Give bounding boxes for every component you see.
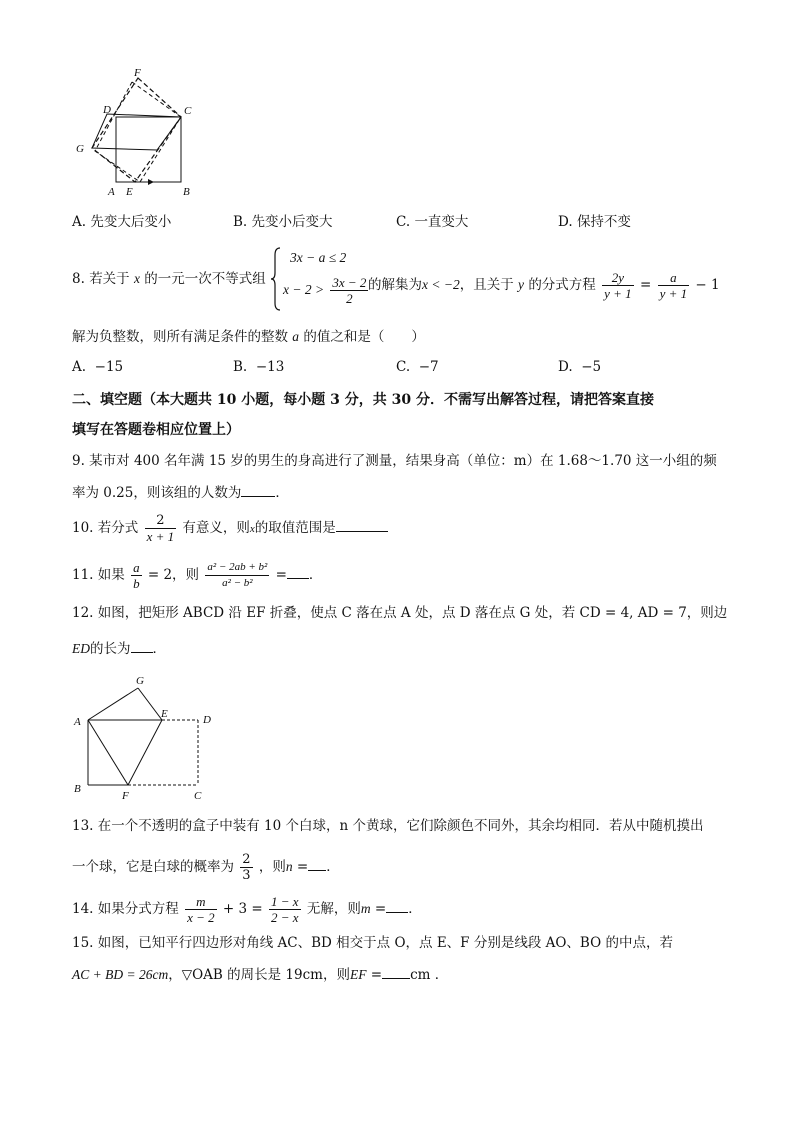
label-B: B <box>183 186 190 198</box>
q8-equation-right-fraction: $\frac{a}{y + 1}$ <box>659 270 688 301</box>
label-C: C <box>184 105 192 117</box>
q8-inequality-2: x − 2 > $\frac{3x - 2}{2}$ <box>283 275 367 306</box>
q8-option-c: C. −7 <box>396 359 439 375</box>
label-D: D <box>103 104 111 116</box>
segment-ef <box>128 720 162 785</box>
q7-option-b: B. 先变小后变大 <box>233 214 333 230</box>
q13-fraction: $\frac{2}{3}$ <box>242 852 251 883</box>
segment-af <box>88 720 128 785</box>
label-E: E <box>161 708 168 720</box>
q7-option-d: D. 保持不变 <box>558 214 631 230</box>
q15-line1: 15. 如图，已知平行四边形对角线 AC、BD 相交于点 O，点 E、F 分别是线段 AO、BO 的中点，若 <box>72 935 673 951</box>
label-G: G <box>76 143 84 155</box>
rotated-square-dashed-outer <box>92 78 181 182</box>
label-C: C <box>194 790 202 802</box>
q14-line: 14. 如果分式方程 $\frac{m}{x - 2}$ + 3 = $\frac{1 - x}{2 - x}$ 无解，则m = ． <box>72 894 422 925</box>
q9-line1: 9. 某市对 400 名年满 15 岁的男生的身高进行了测量，结果身高（单位：m）在 1.68～1.70 这一小组的频 <box>72 453 717 469</box>
label-F: F <box>134 67 141 79</box>
q7-option-a: A. 先变大后变小 <box>72 214 172 230</box>
q12-answer-blank[interactable] <box>131 638 153 653</box>
q13-line1: 13. 在一个不透明的盒子中装有 10 个白球，n 个黄球，它们除颜色不同外，其余均相同．若从中随机摸出 <box>72 818 704 834</box>
label-B: B <box>74 783 81 795</box>
q9-answer-blank[interactable] <box>241 482 275 497</box>
q13-answer-blank[interactable] <box>308 856 326 871</box>
figure-q12-fold-diagram <box>70 670 230 805</box>
q8-line2: 解为负整数，则所有满足条件的整数 a 的值之和是（ ） <box>72 329 425 345</box>
label-G: G <box>136 675 144 687</box>
label-A: A <box>108 186 115 198</box>
q8-option-d: D. −5 <box>558 359 602 375</box>
q8-option-b: B. −13 <box>233 359 285 375</box>
q14-answer-blank[interactable] <box>386 898 408 913</box>
label-E: E <box>126 186 133 198</box>
q8-equation-left-fraction: $\frac{2y}{y + 1}$ <box>604 270 632 301</box>
section2-heading-line1: 二、填空题（本大题共 10 小题，每小题 3 分，共 30 分．不需写出解答过程，请把答案直接 <box>72 392 654 408</box>
q7-option-c: C. 一直变大 <box>396 214 469 230</box>
q14-fraction-right: $\frac{1 - x}{2 - x}$ <box>271 894 299 925</box>
label-F: F <box>122 790 129 802</box>
arrow-head-icon <box>148 179 154 185</box>
q11-fraction-expression: $\frac{\text{a² − 2ab + b²}}{\text{a² − b²}}$ <box>207 561 268 589</box>
q15-answer-blank[interactable] <box>382 964 410 979</box>
segment-ag <box>88 688 138 720</box>
q13-line2: 一个球，它是白球的概率为 $\frac{2}{3}$ ，则n = ． <box>72 852 340 883</box>
q12-line1: 12. 如图，把矩形 ABCD 沿 EF 折叠，使点 C 落在点 A 处，点 D 落在点 G 处，若 CD = 4, AD = 7，则边 <box>72 605 728 621</box>
figure-q7-square-diagram <box>70 66 210 201</box>
q12-line2: ED的长为 ． <box>72 638 166 658</box>
q10-line: 10. 若分式 $\frac{2}{x + 1}$ 有意义，则x的取值范围是 <box>72 513 388 544</box>
q9-line2: 率为 0.25，则该组的人数为 ． <box>72 482 289 502</box>
label-D: D <box>203 714 211 726</box>
q8-inequality-fraction: $\frac{3x - 2}{2}$ <box>332 275 367 306</box>
q8-brace-icon <box>270 247 282 311</box>
q14-fraction-left: $\frac{m}{x - 2}$ <box>187 894 215 925</box>
q8-line1-suffix: 的解集为x < −2，且关于 y 的分式方程 $\frac{2y}{y + 1}$ = $\frac{a}{y + 1}$ − 1 <box>368 270 720 301</box>
q15-line2: AC + BD = 26cm，▽OAB 的周长是 19cm，则EF = cm ． <box>72 964 448 984</box>
q10-answer-blank[interactable] <box>336 517 388 532</box>
q8-inequality-1: 3x − a ≤ 2 <box>290 250 347 265</box>
q8-option-a: A. −15 <box>72 359 124 375</box>
segment-ge <box>138 688 162 720</box>
q11-fraction-ab: $\frac{a}{b}$ <box>133 560 140 591</box>
label-A: A <box>74 716 81 728</box>
section2-heading-line2: 填写在答题卷相应位置上） <box>72 422 240 438</box>
q8-line1-prefix: 8. 若关于 x 的一元一次不等式组 <box>72 271 266 287</box>
q11-answer-blank[interactable] <box>287 564 309 579</box>
q11-line: 11. 如果 $\frac{a}{b}$ = 2，则 $\frac{\text{a² − 2ab + b²}}{\text{a² − b²}}$ = ． <box>72 560 323 591</box>
rotated-square-dashed-inner <box>95 82 181 182</box>
q10-fraction: $\frac{2}{x + 1}$ <box>146 513 175 544</box>
